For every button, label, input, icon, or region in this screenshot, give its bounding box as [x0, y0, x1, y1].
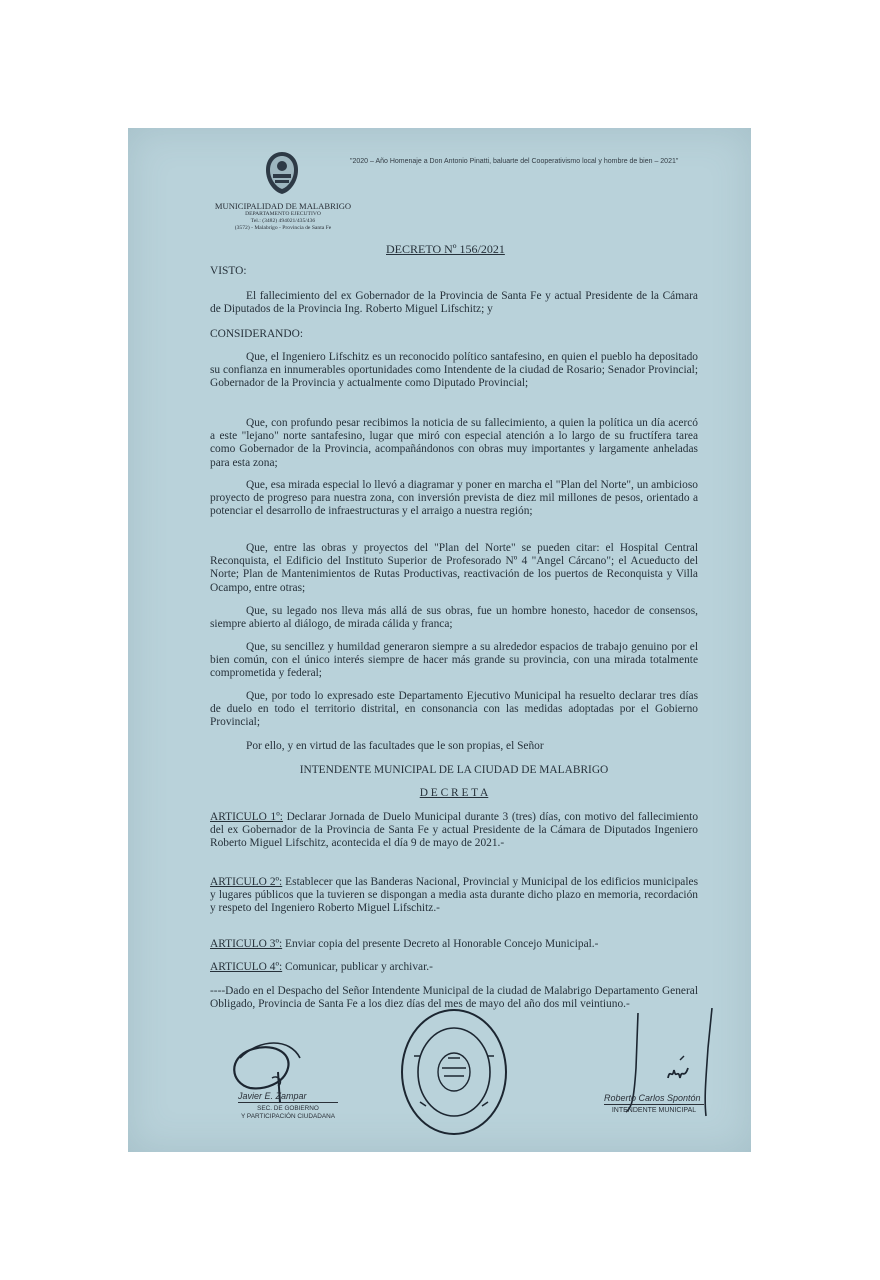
paragraph-2: Que, con profundo pesar recibimos la noticia de su fallecimiento, a quien la política un día acercó a este "lejano" norte santafesino, lugar que miró con especial atención a lo largo de su fructífera tarea como Gobernador de la Provincia, acompañándonos con obras muy importantes y largamente anheladas para esta zona;	[210, 417, 698, 469]
article-4-label: ARTICULO 4º:	[210, 961, 283, 973]
left-title-line-1: SEC. DE GOBIERNO	[257, 1105, 319, 1112]
department-name: DEPARTAMENTO EJECUTIVO	[245, 211, 321, 217]
decreta-heading: D E C R E T A	[419, 787, 489, 799]
left-signatory-name: Javier E. Zampar	[238, 1091, 307, 1101]
paragraph-5: Que, su legado nos lleva más allá de sus obras, fue un hombre honesto, hacedor de consensos, siempre abierto al diálogo, de mirada cálida y franca;	[210, 605, 698, 631]
article-4	[210, 961, 698, 974]
article-3-label: ARTICULO 3º:	[210, 938, 283, 950]
paragraph-3: Que, esa mirada especial lo llevó a diagramar y poner en marcha el "Plan del Norte", un ambicioso proyecto de progreso para nuestra zona, con inversión prevista de diez mil millones de pesos, orientado a potenciar el desarrollo de infraestructuras y el arraigo a nuestra región;	[210, 479, 698, 518]
left-signatory-title	[238, 1105, 338, 1121]
address-line: (3572) - Malabrigo - Provincia de Santa Fe	[234, 225, 332, 231]
left-title-line-2: Y PARTICIPACIÓN CIUDADANA	[241, 1113, 335, 1120]
article-1-label: ARTICULO 1º:	[210, 811, 283, 823]
municipal-coat-of-arms-icon	[262, 150, 302, 196]
article-3	[210, 938, 698, 951]
paragraph-6: Que, su sencillez y humildad generaron siempre a su alrededor espacios de trabajo genuino por el bien común, con el único interés siempre de hacer más grande su provincia, con una mirada totalmente comprometida y federal;	[210, 641, 698, 680]
article-2-label: ARTICULO 2º:	[210, 876, 283, 888]
phone-line: Tel.: (3482) 494021/435/436	[250, 218, 316, 224]
header-motto: "2020 – Año Homenaje a Don Antonio Pinatti, baluarte del Cooperativismo local y hombre de bien – 2021"	[350, 158, 679, 165]
article-2	[210, 876, 698, 916]
intendente-line: INTENDENTE MUNICIPAL DE LA CIUDAD DE MALABRIGO	[299, 764, 609, 776]
paragraph-7: Que, por todo lo expresado este Departamento Ejecutivo Municipal ha resuelto declarar tres días de duelo en todo el territorio distrital, en consonancia con las medidas adoptadas por el Gobierno Provincial;	[210, 690, 698, 729]
visto-text: El fallecimiento del ex Gobernador de la Provincia de Santa Fe y actual Presidente de la Cámara de Diputados de la Provincia Ing. Roberto Miguel Lifschitz; y	[210, 290, 698, 316]
official-seal-icon	[398, 1006, 510, 1138]
decree-title: DECRETO Nº 156/2021	[386, 242, 505, 256]
article-1-text: Declarar Jornada de Duelo Municipal durante 3 (tres) días, con motivo del fallecimiento del ex Gobernador de la Provincia de Santa Fe y actual Presidente de la Cámara de Diputados Ingeniero Roberto Miguel Lifschitz, acontecida el día 9 de mayo de 2021.-	[210, 811, 699, 850]
document-page	[128, 128, 751, 1152]
article-2-text: Establecer que las Banderas Nacional, Provincial y Municipal de los edificios municipales y lugares públicos que la tuvieren se dispongan a media asta durante dicho plazo en memoria, recordación y respeto del Ingeniero Roberto Miguel Lifschitz.-	[210, 876, 699, 915]
visto-label: VISTO:	[210, 265, 247, 277]
article-1	[210, 811, 698, 851]
article-3-text: Enviar copia del presente Decreto al Honorable Concejo Municipal.-	[282, 938, 599, 950]
considerando-label: CONSIDERANDO:	[210, 328, 304, 340]
closing-paragraph: ----Dado en el Despacho del Señor Intendente Municipal de la ciudad de Malabrigo Departamento General Obligado, Provincia de Santa Fe a los diez días del mes de mayo del año dos mil veintiuno.-	[210, 985, 698, 1011]
left-signature-line	[238, 1102, 338, 1103]
right-signatory-title: INTENDENTE MUNICIPAL	[611, 1107, 697, 1114]
article-4-text: Comunicar, publicar y archivar.-	[282, 961, 433, 973]
right-signature-line	[604, 1104, 704, 1105]
municipality-name: MUNICIPALIDAD DE MALABRIGO	[214, 201, 352, 211]
municipality-header	[208, 201, 358, 232]
por-ello-line: Por ello, y en virtud de las facultades que le son propias, el Señor	[246, 740, 544, 752]
right-signatory-name: Roberto Carlos Spontón	[604, 1093, 701, 1103]
paragraph-1: Que, el Ingeniero Lifschitz es un reconocido político santafesino, en quien el pueblo ha depositado su confianza en innumerables oportunidades como Intendente de la ciudad de Rosario; Senador Provincial; Gobernador de la Provincia y actualmente como Diputado Provincial;	[210, 351, 698, 390]
paragraph-4: Que, entre las obras y proyectos del "Plan del Norte" se pueden citar: el Hospital Central Reconquista, el Edificio del Instituto Superior de Profesorado Nº 4 "Angel Cárcano"; el Acueducto del Norte; Plan de Mantenimientos de Rutas Productivas, reactivación de los puertos de Reconquista y Villa Ocampo, entre otras;	[210, 542, 698, 594]
